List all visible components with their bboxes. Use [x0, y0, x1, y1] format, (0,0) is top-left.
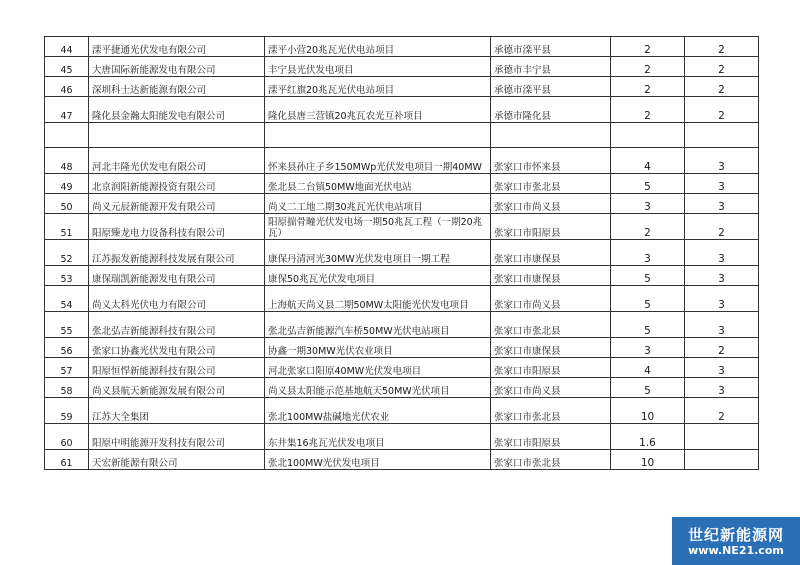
location: 张家口市阳原县	[491, 424, 611, 450]
table-row	[45, 424, 759, 450]
row-number: 53	[45, 266, 89, 286]
company-name: 北京润阳新能源投资有限公司	[89, 174, 265, 194]
value-1: 3	[611, 240, 685, 266]
project-name	[265, 123, 491, 148]
row-number: 54	[45, 286, 89, 312]
logo-title: 世纪新能源网	[687, 525, 784, 544]
table-row	[45, 37, 759, 57]
location: 张家口市尚义县	[491, 194, 611, 214]
value-2: 3	[685, 312, 759, 338]
value-2: 3	[685, 148, 759, 174]
project-name: 滦平红旗20兆瓦光伏电站项目	[265, 77, 491, 97]
value-1: 5	[611, 378, 685, 398]
row-number: 49	[45, 174, 89, 194]
row-number: 59	[45, 398, 89, 424]
location: 张家口市尚义县	[491, 378, 611, 398]
project-name: 尚义县太阳能示范基地航天50MW光伏项目	[265, 378, 491, 398]
company-name: 河北丰隆光伏发电有限公司	[89, 148, 265, 174]
project-name: 张北县二台镇50MW地面光伏电站	[265, 174, 491, 194]
value-1: 10	[611, 398, 685, 424]
value-1: 5	[611, 174, 685, 194]
value-1: 4	[611, 148, 685, 174]
location: 张家口市张北县	[491, 450, 611, 470]
project-name: 张北100MW盐碱地光伏农业	[265, 398, 491, 424]
table-row	[45, 194, 759, 214]
company-name: 深圳科士达新能源有限公司	[89, 77, 265, 97]
value-2: 3	[685, 240, 759, 266]
value-2: 2	[685, 57, 759, 77]
value-1: 2	[611, 97, 685, 123]
project-name: 滦平小营20兆瓦光伏电站项目	[265, 37, 491, 57]
company-name: 尚义县航天新能源发展有限公司	[89, 378, 265, 398]
row-number: 50	[45, 194, 89, 214]
row-number: 52	[45, 240, 89, 266]
value-2: 2	[685, 214, 759, 240]
project-name: 阳原揣骨疃光伏发电场一期50兆瓦工程（一期20兆瓦）	[265, 214, 491, 240]
company-name: 江苏大全集团	[89, 398, 265, 424]
row-number	[45, 123, 89, 148]
value-1: 4	[611, 358, 685, 378]
company-name: 张北弘吉新能源科技有限公司	[89, 312, 265, 338]
location: 张家口市康保县	[491, 266, 611, 286]
value-1: 5	[611, 286, 685, 312]
row-number: 61	[45, 450, 89, 470]
company-name: 滦平捷通光伏发电有限公司	[89, 37, 265, 57]
company-name: 张家口协鑫光伏发电有限公司	[89, 338, 265, 358]
value-1: 5	[611, 266, 685, 286]
row-number: 56	[45, 338, 89, 358]
row-number: 47	[45, 97, 89, 123]
value-1: 2	[611, 37, 685, 57]
logo-url: www.NE21.com	[688, 543, 784, 557]
company-name: 天宏新能源有限公司	[89, 450, 265, 470]
project-name: 张北弘吉新能源汽车桥50MW光伏电站项目	[265, 312, 491, 338]
row-number: 55	[45, 312, 89, 338]
value-2: 3	[685, 194, 759, 214]
table-row	[45, 266, 759, 286]
value-1: 10	[611, 450, 685, 470]
project-name: 怀来县孙庄子乡150MWp光伏发电项目一期40MW	[265, 148, 491, 174]
location: 张家口市康保县	[491, 338, 611, 358]
table-row	[45, 174, 759, 194]
table-row	[45, 148, 759, 174]
value-2: 2	[685, 77, 759, 97]
location: 张家口市张北县	[491, 174, 611, 194]
location: 张家口市阳原县	[491, 358, 611, 378]
value-1: 2	[611, 214, 685, 240]
location: 张家口市张北县	[491, 312, 611, 338]
company-name: 尚义元辰新能源开发有限公司	[89, 194, 265, 214]
location: 张家口市阳原县	[491, 214, 611, 240]
value-1: 3	[611, 338, 685, 358]
location: 张家口市尚义县	[491, 286, 611, 312]
table-row	[45, 97, 759, 123]
value-2: 3	[685, 378, 759, 398]
table-row	[45, 123, 759, 148]
value-2: 3	[685, 286, 759, 312]
value-2: 2	[685, 338, 759, 358]
table-row	[45, 240, 759, 266]
value-1: 1.6	[611, 424, 685, 450]
value-2	[685, 424, 759, 450]
project-name: 上海航天尚义县二期50MW太阳能光伏发电项目	[265, 286, 491, 312]
value-2: 2	[685, 37, 759, 57]
project-name: 协鑫一期30MW光伏农业项目	[265, 338, 491, 358]
value-2: 3	[685, 266, 759, 286]
table-row	[45, 286, 759, 312]
company-name	[89, 123, 265, 148]
project-name: 康保50兆瓦光伏发电项目	[265, 266, 491, 286]
row-number: 57	[45, 358, 89, 378]
table-row	[45, 312, 759, 338]
project-name: 东井集16兆瓦光伏发电项目	[265, 424, 491, 450]
value-2	[685, 123, 759, 148]
value-1: 2	[611, 57, 685, 77]
location	[491, 123, 611, 148]
table-body	[45, 37, 759, 470]
row-number: 46	[45, 77, 89, 97]
table-row	[45, 57, 759, 77]
table-row	[45, 398, 759, 424]
location: 张家口市怀来县	[491, 148, 611, 174]
value-2: 2	[685, 97, 759, 123]
table-row	[45, 338, 759, 358]
location: 承德市隆化县	[491, 97, 611, 123]
row-number: 58	[45, 378, 89, 398]
table-row	[45, 77, 759, 97]
project-name: 丰宁县光伏发电项目	[265, 57, 491, 77]
project-name: 尚义二工地二期30兆瓦光伏电站项目	[265, 194, 491, 214]
value-2	[685, 450, 759, 470]
company-name: 隆化县金瀚太阳能发电有限公司	[89, 97, 265, 123]
table-row	[45, 378, 759, 398]
company-name: 江苏振发新能源科技发展有限公司	[89, 240, 265, 266]
value-1: 2	[611, 77, 685, 97]
value-2: 3	[685, 174, 759, 194]
company-name: 阳原中明能源开发科技有限公司	[89, 424, 265, 450]
location: 张家口市张北县	[491, 398, 611, 424]
project-name: 张北100MW光伏发电项目	[265, 450, 491, 470]
row-number: 48	[45, 148, 89, 174]
value-1	[611, 123, 685, 148]
row-number: 60	[45, 424, 89, 450]
company-name: 阳原臻龙电力设备科技有限公司	[89, 214, 265, 240]
row-number: 44	[45, 37, 89, 57]
company-name: 阳原恒悍新能源科技有限公司	[89, 358, 265, 378]
row-number: 45	[45, 57, 89, 77]
location: 承德市滦平县	[491, 37, 611, 57]
row-number: 51	[45, 214, 89, 240]
company-name: 尚义太科光伏电力有限公司	[89, 286, 265, 312]
value-2: 2	[685, 398, 759, 424]
value-2: 3	[685, 358, 759, 378]
table-row	[45, 358, 759, 378]
location: 承德市丰宁县	[491, 57, 611, 77]
site-logo	[672, 517, 800, 565]
project-name: 康保丹清河光30MW光伏发电项目一期工程	[265, 240, 491, 266]
value-1: 3	[611, 194, 685, 214]
table-row	[45, 450, 759, 470]
company-name: 康保瑞凯新能源发电有限公司	[89, 266, 265, 286]
company-name: 大唐国际新能源发电有限公司	[89, 57, 265, 77]
project-name: 河北张家口阳原40MW光伏发电项目	[265, 358, 491, 378]
project-name: 隆化县唐三营镇20兆瓦农光互补项目	[265, 97, 491, 123]
location: 张家口市康保县	[491, 240, 611, 266]
value-1: 5	[611, 312, 685, 338]
location: 承德市滦平县	[491, 77, 611, 97]
project-table	[44, 36, 759, 470]
table-row	[45, 214, 759, 240]
